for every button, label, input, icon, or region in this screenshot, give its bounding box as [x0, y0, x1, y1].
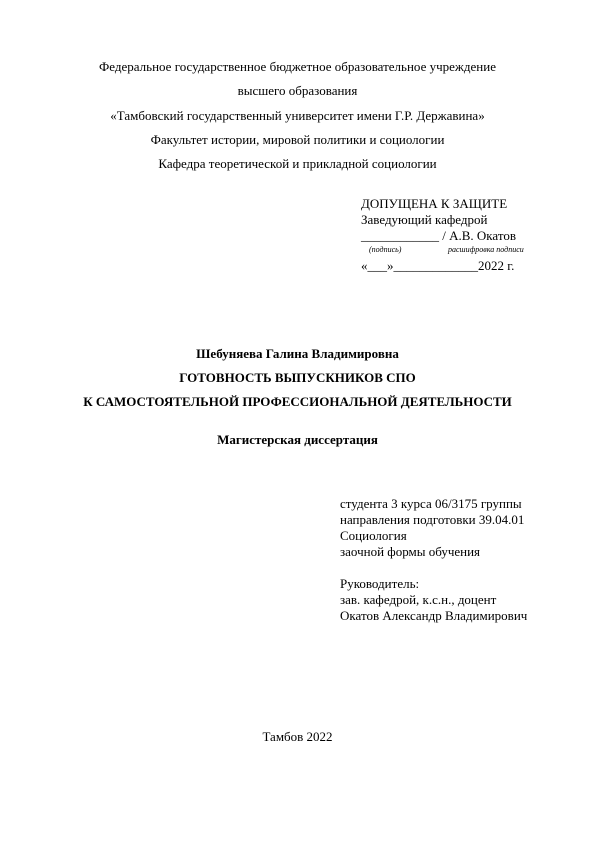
student-specialty: Социология — [340, 528, 407, 543]
education-level: высшего образования — [237, 83, 358, 98]
approval-role: Заведующий кафедрой — [361, 212, 488, 227]
approval-date-line: «___»_____________2022 г. — [361, 258, 515, 273]
supervisor-position: зав. кафедрой, к.с.н., доцент — [340, 592, 497, 607]
author-name: Шебуняева Галина Владимировна — [196, 346, 399, 361]
signature-caption: (подпись) — [369, 245, 402, 254]
university-name: «Тамбовский государственный университет имени Г.Р. Державина» — [110, 108, 485, 123]
decoding-caption: расшифровка подписи — [448, 245, 524, 254]
approval-title: ДОПУЩЕНА К ЗАЩИТЕ — [361, 196, 508, 211]
institution-type: Федеральное государственное бюджетное образовательное учреждение — [99, 59, 496, 74]
student-direction: направления подготовки 39.04.01 — [340, 512, 525, 527]
city-year: Тамбов 2022 — [262, 729, 333, 744]
department-name: Кафедра теоретической и прикладной социологии — [158, 156, 437, 171]
thesis-type: Магистерская диссертация — [217, 432, 378, 447]
thesis-title-line2: К САМОСТОЯТЕЛЬНОЙ ПРОФЕССИОНАЛЬНОЙ ДЕЯТЕЛЬНОСТИ — [83, 394, 512, 409]
signature-line: ____________ / А.В. Окатов — [361, 228, 517, 243]
thesis-title-line1: ГОТОВНОСТЬ ВЫПУСКНИКОВ СПО — [179, 370, 416, 385]
supervisor-name: Окатов Александр Владимирович — [340, 608, 528, 623]
supervisor-label: Руководитель: — [340, 576, 420, 591]
student-course: студента 3 курса 06/3175 группы — [340, 496, 522, 511]
faculty-name: Факультет истории, мировой политики и социологии — [150, 132, 445, 147]
student-study-form: заочной формы обучения — [340, 544, 481, 559]
